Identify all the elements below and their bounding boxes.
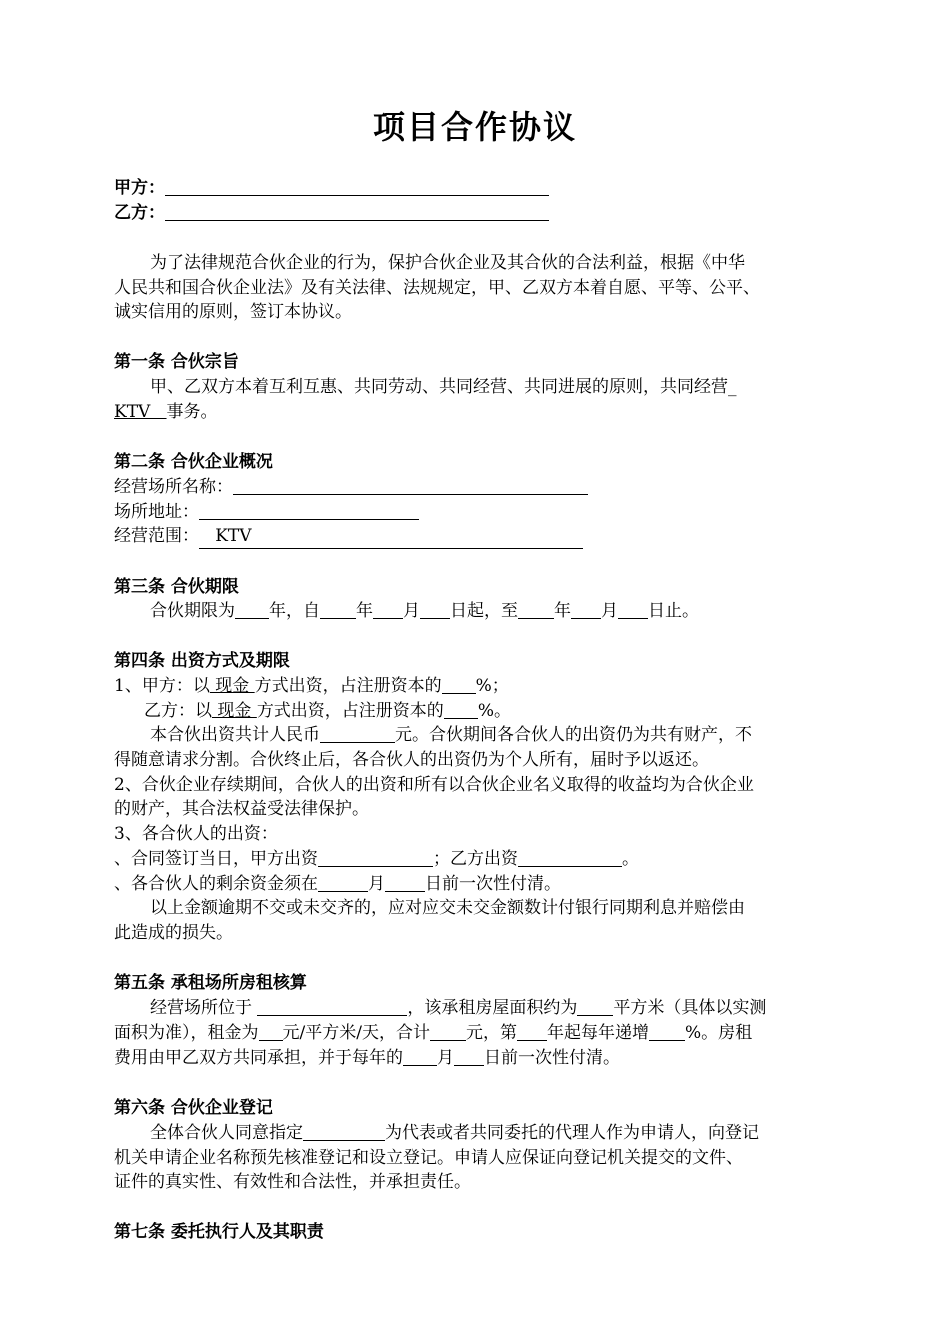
contribution-a-text: 方式出资，占注册资本的	[254, 676, 442, 696]
term-text-8: 日止。	[648, 601, 699, 621]
clause-3a-text-3: 。	[622, 849, 639, 869]
venue-address-blank[interactable]	[199, 501, 419, 520]
registration-line-3: 证件的真实性、有效性和合法性，并承担责任。	[114, 1172, 471, 1192]
rent-day-blank[interactable]	[454, 1047, 484, 1066]
contribution-b-line	[114, 699, 511, 723]
start-year-blank[interactable]	[320, 600, 356, 619]
total-amount-blank[interactable]	[320, 724, 395, 743]
clause-2-line-1: 2、合伙企业存续期间，合伙人的出资和所有以合伙企业名义取得的收益均为合伙企业	[114, 775, 754, 795]
rent-text-5: 元/平方米/天，合计	[282, 1023, 430, 1043]
clause-2-line-2: 的财产，其合法权益受法律保护。	[114, 799, 369, 819]
article-1-heading: 第一条 合伙宗旨	[114, 352, 239, 372]
total-contribution-line	[114, 723, 752, 747]
applicant-blank[interactable]	[303, 1122, 385, 1141]
preamble-line-1: 为了法律规范合伙企业的行为，保护合伙企业及其合伙的合法利益，根据《中华	[150, 253, 745, 273]
contribution-b-percent-blank[interactable]	[444, 700, 478, 719]
clause-3b-text-3: 日前一次性付清。	[425, 874, 561, 894]
article-6-heading: 第六条 合伙企业登记	[114, 1098, 273, 1118]
registration-text-2: 为代表或者共同委托的代理人作为申请人，向登记	[385, 1123, 759, 1143]
article-1-line-1: 甲、乙双方本着互利互惠、共同劳动、共同经营、共同进展的原则，共同经营_	[150, 377, 737, 397]
clause-3a-text-1: 、合同签订当日，甲方出资	[114, 849, 318, 869]
term-text-7: 月	[601, 601, 618, 621]
contribution-a-prefix: 1、甲方：以	[114, 676, 210, 696]
rent-line-1	[114, 996, 766, 1020]
venue-name-line	[114, 475, 588, 499]
rent-line-2	[114, 1021, 752, 1045]
late-payment-line-1: 以上金额逾期不交或未交齐的，应对应交未交金额数计付银行同期利息并赔偿由	[150, 898, 745, 918]
rent-rate-blank[interactable]	[259, 1022, 283, 1041]
clause-3a-line	[114, 847, 639, 871]
term-years-blank[interactable]	[235, 600, 269, 619]
party-b-line	[114, 201, 549, 225]
rent-text-10: 月	[437, 1048, 454, 1068]
contribution-a-line	[114, 674, 509, 698]
party-a-label: 甲方：	[114, 178, 165, 198]
rent-text-9: 费用由甲乙双方共同承担，并于每年的	[114, 1048, 403, 1068]
registration-line-1	[114, 1121, 759, 1145]
registration-text-1: 全体合伙人同意指定	[150, 1123, 303, 1143]
clause-3-line: 3、各合伙人的出资：	[114, 824, 278, 844]
end-day-blank[interactable]	[618, 600, 648, 619]
term-text-1: 合伙期限为	[150, 601, 235, 621]
contribution-b-text: 方式出资，占注册资本的	[256, 701, 444, 721]
rent-text-11: 日前一次性付清。	[484, 1048, 620, 1068]
article-4-heading: 第四条 出资方式及期限	[114, 651, 290, 671]
clause-3b-text-1: 、各合伙人的剩余资金须在	[114, 874, 318, 894]
remaining-day-blank[interactable]	[385, 873, 425, 892]
business-name-value: KTV	[114, 402, 167, 422]
start-month-blank[interactable]	[373, 600, 403, 619]
increase-year-blank[interactable]	[517, 1022, 547, 1041]
increase-percent-blank[interactable]	[649, 1022, 685, 1041]
business-scope-value: KTV	[199, 524, 583, 549]
contribution-a-percent-blank[interactable]	[442, 675, 476, 694]
total-text-1: 本合伙出资共计人民币	[150, 725, 320, 745]
clause-3b-line	[114, 872, 561, 896]
venue-address-line	[114, 500, 419, 524]
contribution-b-percent: %。	[477, 701, 511, 721]
venue-name-label: 经营场所名称：	[114, 477, 233, 497]
business-suffix: 事务。	[166, 402, 218, 422]
registration-line-2: 机关申请企业名称预先核准登记和设立登记。申请人应保证向登记机关提交的文件、	[114, 1148, 743, 1168]
start-day-blank[interactable]	[420, 600, 450, 619]
venue-name-blank[interactable]	[233, 476, 588, 495]
article-2-heading: 第二条 合伙企业概况	[114, 452, 273, 472]
party-a-payment-blank[interactable]	[318, 848, 433, 867]
clause-3a-text-2: ；乙方出资	[433, 849, 518, 869]
rent-line-3	[114, 1046, 620, 1070]
rent-text-2: ，该承租房屋面积约为	[407, 998, 578, 1018]
article-1-line-2	[114, 400, 218, 424]
term-text-6: 年	[554, 601, 571, 621]
rent-total-blank[interactable]	[430, 1022, 466, 1041]
term-line	[114, 599, 699, 623]
document-title: 项目合作协议	[372, 108, 577, 146]
term-text-3: 年	[356, 601, 373, 621]
business-scope-line	[114, 524, 583, 549]
rent-text-1: 经营场所位于	[150, 998, 258, 1018]
contribution-a-method: 现金	[209, 676, 255, 696]
term-text-5: 日起，至	[450, 601, 518, 621]
term-text-4: 月	[403, 601, 420, 621]
venue-address-label: 场所地址：	[114, 502, 199, 522]
total-text-2: 元。合伙期间各合伙人的出资仍为共有财产，不	[395, 725, 752, 745]
contribution-b-prefix: 乙方：以	[144, 701, 212, 721]
business-scope-label: 经营范围：	[114, 526, 199, 546]
total-contribution-line-2: 得随意请求分割。合伙终止后，各合伙人的出资仍为个人所有，届时予以返还。	[114, 750, 709, 770]
late-payment-line-2: 此造成的损失。	[114, 923, 233, 943]
area-blank[interactable]	[577, 997, 613, 1016]
party-a-blank[interactable]	[165, 177, 549, 196]
party-b-blank[interactable]	[165, 202, 549, 221]
preamble-line-2: 人民共和国合伙企业法》及有关法律、法规规定，甲、乙双方本着自愿、平等、公平、	[114, 278, 760, 298]
party-b-label: 乙方：	[114, 203, 165, 223]
rent-text-3: 平方米（具体以实测	[613, 998, 767, 1018]
rent-text-7: 年起每年递增	[546, 1023, 649, 1043]
article-3-heading: 第三条 合伙期限	[114, 577, 239, 597]
rent-text-6: 元，第	[465, 1023, 517, 1043]
venue-location-blank[interactable]	[257, 997, 407, 1016]
clause-3b-text-2: 月	[368, 874, 385, 894]
contribution-b-method: 现金	[212, 701, 257, 721]
end-month-blank[interactable]	[571, 600, 601, 619]
rent-text-8: %。房租	[684, 1023, 753, 1043]
preamble-line-3: 诚实信用的原则，签订本协议。	[114, 302, 352, 322]
rent-month-blank[interactable]	[403, 1047, 437, 1066]
end-year-blank[interactable]	[518, 600, 554, 619]
party-b-payment-blank[interactable]	[518, 848, 622, 867]
rent-text-4: 面积为准），租金为	[114, 1023, 259, 1043]
party-a-line	[114, 176, 549, 200]
contribution-a-percent: %；	[475, 676, 509, 696]
remaining-month-blank[interactable]	[318, 873, 368, 892]
article-5-heading: 第五条 承租场所房租核算	[114, 973, 307, 993]
article-7-heading: 第七条 委托执行人及其职责	[114, 1222, 324, 1242]
term-text-2: 年，自	[269, 601, 320, 621]
